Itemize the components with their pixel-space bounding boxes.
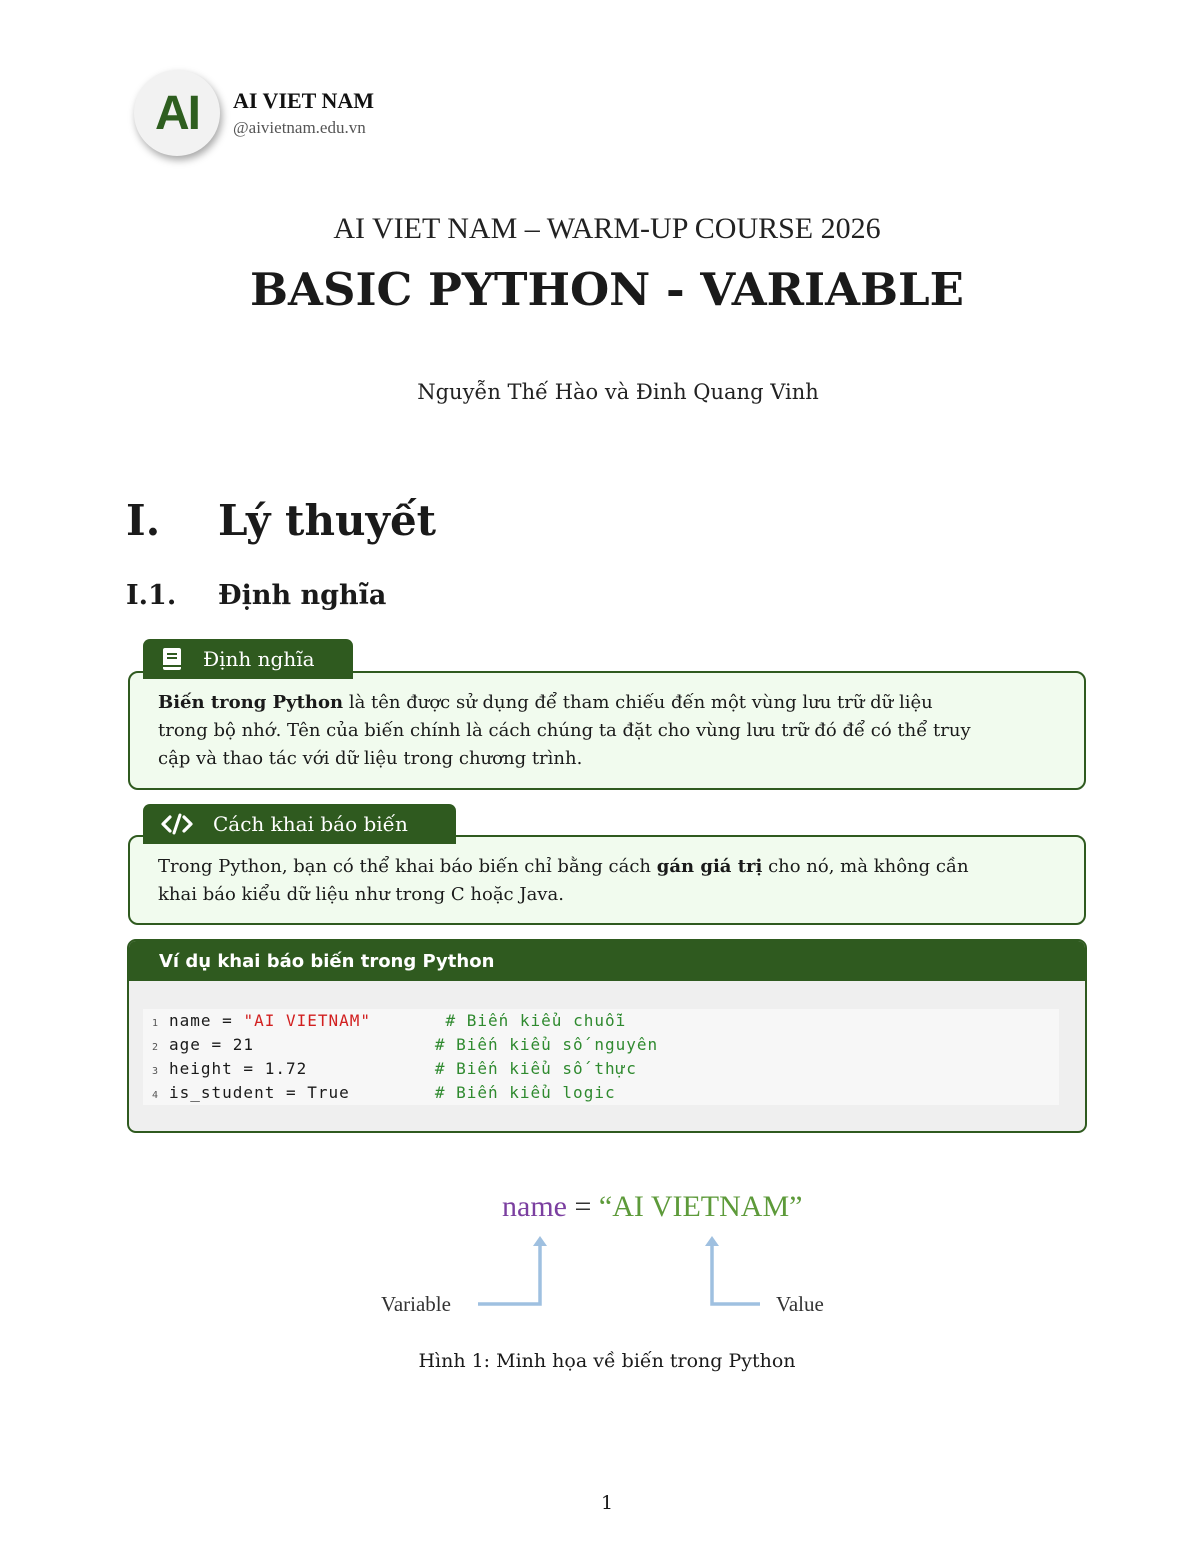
definition-text — [158, 689, 1078, 773]
declare-line-2: khai báo kiểu dữ liệu như trong C hoặc Java. — [158, 884, 564, 905]
code-text: name = — [169, 1011, 244, 1030]
figure-label-variable: Variable — [381, 1292, 451, 1316]
course-title: AI VIET NAM – WARM-UP COURSE 2026 — [333, 212, 881, 245]
figure-label-value: Value — [776, 1292, 824, 1316]
code-pad — [307, 1059, 435, 1078]
code-pad — [350, 1083, 435, 1102]
declare-line-1a: Trong Python, bạn có thể khai báo biến chỉ bằng cách — [158, 856, 657, 877]
subsection-title: Định nghĩa — [218, 580, 387, 611]
logo-mark: AI — [155, 86, 199, 140]
line-number: 2 — [151, 1042, 159, 1053]
code-line — [143, 1081, 616, 1105]
code-comment: # Biến kiểu chuỗi — [445, 1011, 627, 1030]
definition-box — [128, 671, 1086, 790]
declare-text — [158, 853, 1078, 909]
line-number: 1 — [151, 1018, 159, 1029]
code-text: is_student = True — [169, 1083, 350, 1102]
declare-tab — [143, 804, 456, 844]
code-string: "AI VIETNAM" — [243, 1011, 372, 1030]
document-title: BASIC PYTHON - VARIABLE — [250, 263, 964, 316]
line-number: 3 — [151, 1066, 159, 1077]
book-icon — [161, 647, 183, 671]
subsection-number: I.1. — [126, 580, 177, 611]
code-line — [143, 1057, 637, 1081]
code-line — [143, 1033, 658, 1057]
definition-line-3: cập và thao tác với dữ liệu trong chương trình. — [158, 748, 583, 769]
page-number: 1 — [600, 1492, 614, 1514]
code-pad — [254, 1035, 435, 1054]
figure-caption: Hình 1: Minh họa về biến trong Python — [418, 1350, 796, 1372]
definition-bold-lead: Biến trong Python — [158, 692, 344, 713]
code-text: age = 21 — [169, 1035, 255, 1054]
definition-line-1: là tên được sử dụng để tham chiếu đến một vùng lưu trữ dữ liệu — [343, 692, 933, 713]
definition-tab-label: Định nghĩa — [203, 647, 315, 671]
brand-name: AI VIET NAM — [233, 88, 374, 113]
code-listing — [143, 1009, 1059, 1105]
declare-bold: gán giá trị — [656, 856, 763, 877]
line-number: 4 — [151, 1090, 159, 1101]
declare-tab-label: Cách khai báo biến — [213, 812, 408, 836]
variable-figure — [360, 1180, 860, 1320]
code-comment: # Biến kiểu số thực — [434, 1059, 637, 1078]
code-icon — [161, 813, 193, 835]
code-comment: # Biến kiểu số nguyên — [434, 1035, 659, 1054]
value-arrowhead — [705, 1236, 719, 1246]
example-box — [127, 939, 1087, 1133]
code-text: height = 1.72 — [169, 1059, 308, 1078]
value-arrow — [712, 1244, 760, 1304]
brand-site: @aivietnam.edu.vn — [233, 118, 366, 137]
declare-line-1b: cho nó, mà không cần — [762, 856, 969, 877]
authors: Nguyễn Thế Hào và Đinh Quang Vinh — [417, 380, 819, 404]
section-title: Lý thuyết — [218, 496, 437, 545]
code-line — [143, 1009, 626, 1033]
variable-arrow — [478, 1244, 540, 1304]
variable-arrowhead — [533, 1236, 547, 1246]
definition-tab — [143, 639, 353, 679]
example-box-title: Ví dụ khai báo biến trong Python — [129, 941, 1085, 981]
declare-box — [128, 835, 1086, 925]
code-comment: # Biến kiểu logic — [434, 1083, 616, 1102]
figure-variable-name: name = “AI VIETNAM” — [502, 1190, 803, 1223]
code-pad — [371, 1011, 445, 1030]
section-number: I. — [126, 496, 161, 545]
definition-line-2: trong bộ nhớ. Tên của biến chính là cách chúng ta đặt cho vùng lưu trữ đó để có thể truy — [158, 720, 971, 741]
logo-badge — [134, 70, 220, 156]
